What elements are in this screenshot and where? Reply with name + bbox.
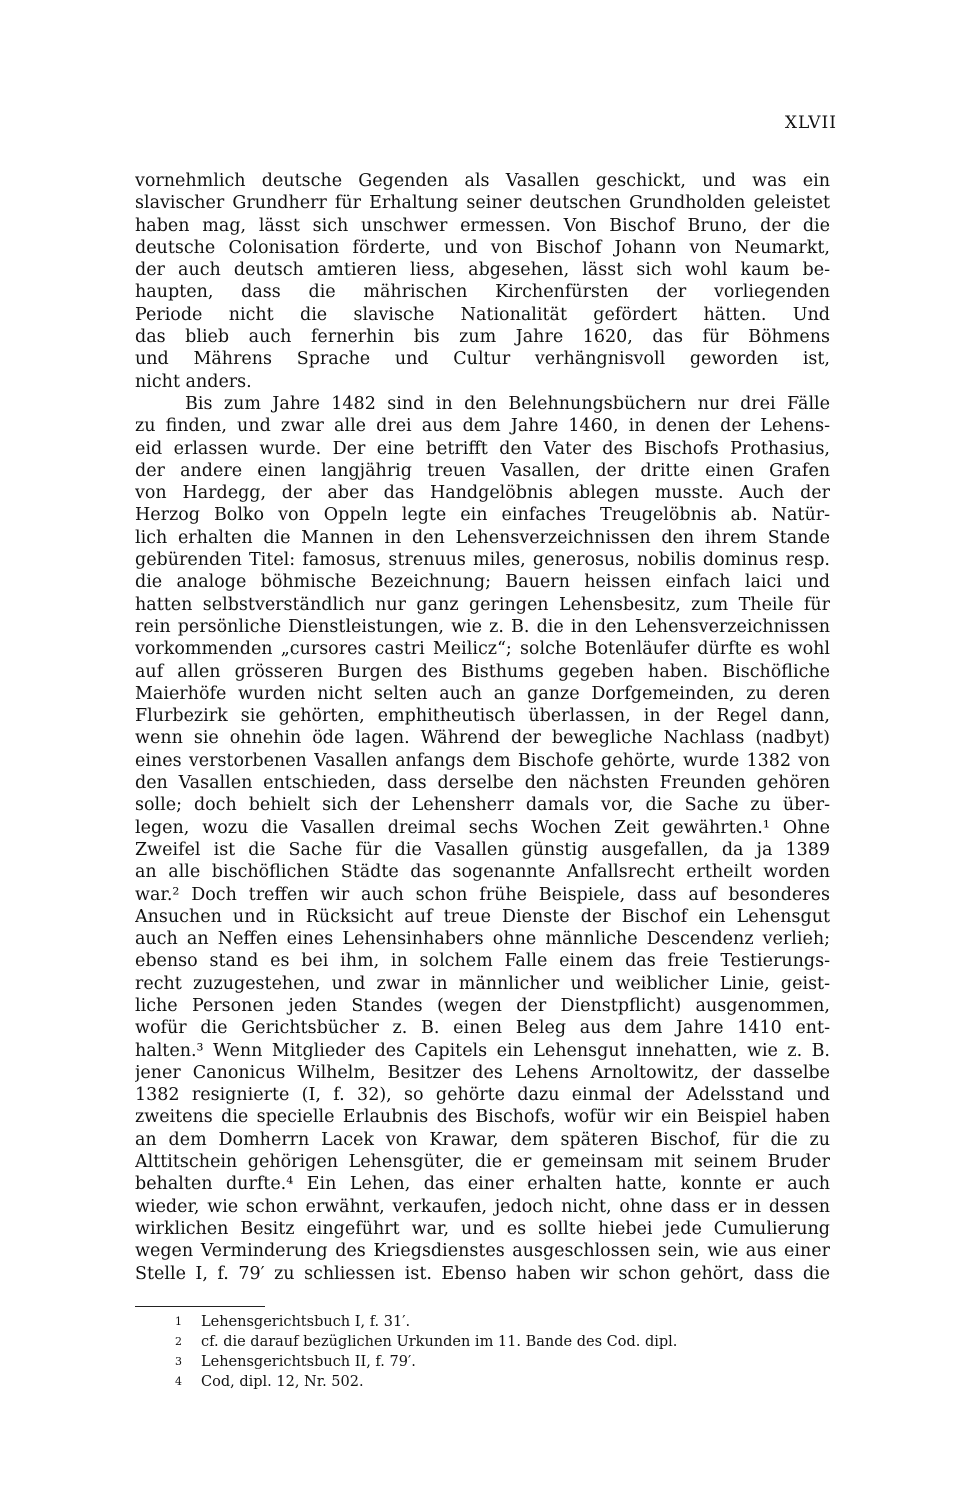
text-line: liche Personen jeden Standes (wegen der Dienstpflicht) ausgenommen, <box>135 995 830 1016</box>
text-line: vorkommenden „cursores castri Meilicz“; solche Botenläufer dürfte es wohl <box>135 639 830 660</box>
text-line: haupten, dass die mährischen Kirchenfürsten der vorliegenden <box>135 282 830 303</box>
footnote-mark: 1 <box>175 1315 182 1328</box>
text-line: wieder, wie schon erwähnt, verkaufen, jedoch nicht, ohne dass er in dessen <box>135 1196 830 1217</box>
body-text <box>135 170 830 1285</box>
text-line: 1382 resignierte (I, f. 32), so gehörte dazu einmal der Adelsstand und <box>135 1085 830 1106</box>
text-line: der andere einen langjährig treuen Vasallen, der dritte einen Grafen <box>135 460 830 481</box>
footnote <box>175 1312 815 1332</box>
footnote-text: Cod, dipl. 12, Nr. 502. <box>201 1374 364 1390</box>
text-line: Maierhöfe wurden nicht selten auch an ganze Dorfgemeinden, zu deren <box>135 683 830 704</box>
text-line: ebenso stand es bei ihm, in solchem Falle einem das freie Testierungs- <box>135 951 830 972</box>
text-line: slavischer Grundherr für Erhaltung seiner deutschen Grundholden geleistet <box>135 193 830 214</box>
text-line: nicht anders. <box>135 371 252 392</box>
text-line: an dem Domherrn Lacek von Krawar, dem späteren Bischof, für die zu <box>135 1129 830 1150</box>
text-line: wegen Verminderung des Kriegsdienstes ausgeschlossen sein, wie aus einer <box>135 1241 830 1262</box>
text-line: Bis zum Jahre 1482 sind in den Belehnungsbüchern nur drei Fälle <box>185 393 830 414</box>
footnote-mark: 3 <box>175 1355 182 1368</box>
text-line: das blieb auch fernerhin bis zum Jahre 1620, das für Böhmens <box>135 327 830 348</box>
text-line: recht zuzugestehen, und zwar in männlicher und weiblicher Linie, geist- <box>135 973 830 994</box>
text-line: zu finden, und zwar alle drei aus dem Jahre 1460, in denen der Lehens- <box>135 416 830 437</box>
text-line: die analoge böhmische Bezeichnung; Bauern heissen einfach laici und <box>135 572 830 593</box>
text-line: von Hardegg, der aber das Handgelöbnis ablegen musste. Auch der <box>135 483 830 504</box>
text-line: wirklichen Besitz eingeführt war, und es sollte hiebei jede Cumulierung <box>135 1218 830 1239</box>
footnote-divider <box>135 1306 265 1307</box>
text-line: lich erhalten die Mannen in den Lehensverzeichnissen den ihrem Stande <box>135 527 830 548</box>
text-line: und Mährens Sprache und Cultur verhängnisvoll geworden ist, <box>135 349 830 370</box>
text-line: den Vasallen entschieden, dass derselbe den nächsten Freunden gehören <box>135 773 830 794</box>
text-line: auch an Neffen eines Lehensinhabers ohne männliche Descendenz verlieh; <box>135 929 830 950</box>
text-line: Flurbezirk sie gehörten, emphitheutisch überlassen, in der Regel dann, <box>135 706 830 727</box>
text-line: wofür die Gerichtsbücher z. B. einen Beleg aus dem Jahre 1410 ent- <box>135 1018 830 1039</box>
page-number: XLVII <box>784 113 837 133</box>
text-line: deutsche Colonisation förderte, und von Bischof Johann von Neumarkt, <box>135 237 830 258</box>
text-line: halten.³ Wenn Mitglieder des Capitels ein Lehensgut innehatten, wie z. B. <box>135 1040 830 1061</box>
text-line: wenn sie ohnehin öde lagen. Während der bewegliche Nachlass (nadbyt) <box>135 728 830 749</box>
footnote-text: cf. die darauf bezüglichen Urkunden im 11. Bande des Cod. dipl. <box>201 1334 678 1350</box>
text-line: an alle bischöflichen Städte das sogenannte Anfallsrecht ertheilt worden <box>135 862 830 883</box>
footnote <box>175 1372 815 1392</box>
text-line: gebürenden Titel: famosus, strenuus miles, generosus, nobilis dominus resp. <box>135 550 830 571</box>
text-line: Zweifel ist die Sache für die Vasallen günstig ausgefallen, da ja 1389 <box>135 839 830 860</box>
text-line: vornehmlich deutsche Gegenden als Vasallen geschickt, und was ein <box>135 171 830 191</box>
text-line: solle; doch behielt sich der Lehensherr damals vor, die Sache zu über- <box>135 795 830 816</box>
text-line: haben mag, lässt sich unschwer ermessen. Von Bischof Bruno, der die <box>135 215 830 236</box>
text-line: zweitens die specielle Erlaubnis des Bischofs, wofür wir ein Beispiel haben <box>135 1107 830 1128</box>
text-line: der auch deutsch amtieren liess, abgesehen, lässt sich wohl kaum be- <box>135 260 830 281</box>
text-line: legen, wozu die Vasallen dreimal sechs Wochen Zeit gewährten.¹ Ohne <box>135 817 830 838</box>
text-line: eid erlassen wurde. Der eine betrifft den Vater des Bischofs Prothasius, <box>135 438 830 459</box>
text-line: eines verstorbenen Vasallen anfangs dem Bischofe gehörte, wurde 1382 von <box>135 750 830 771</box>
text-line: Alttitschein gehörigen Lehensgüter, die er gemeinsam mit seinem Bruder <box>135 1152 830 1173</box>
text-line: Periode nicht die slavische Nationalität gefördert hätten. Und <box>135 304 830 325</box>
text-line: behalten durfte.⁴ Ein Lehen, das einer erhalten hatte, konnte er auch <box>135 1174 830 1195</box>
footnote <box>175 1352 815 1372</box>
footnote-mark: 2 <box>175 1335 182 1348</box>
footnote-text: Lehensgerichtsbuch II, f. 79′. <box>201 1354 416 1370</box>
footnote-text: Lehensgerichtsbuch I, f. 31′. <box>201 1314 411 1330</box>
text-line: auf allen grösseren Burgen des Bisthums gegeben haben. Bischöfliche <box>135 661 830 682</box>
text-line: Herzog Bolko von Oppeln legte ein einfaches Treugelöbnis ab. Natür- <box>135 505 830 526</box>
text-line: Stelle I, f. 79′ zu schliessen ist. Ebenso haben wir schon gehört, dass die <box>135 1263 830 1284</box>
footnote <box>175 1332 815 1352</box>
footnotes <box>175 1312 815 1392</box>
footnote-mark: 4 <box>175 1375 182 1388</box>
text-line: Ansuchen und in Rücksicht auf treue Dienste der Bischof ein Lehensgut <box>135 906 830 927</box>
text-line: rein persönliche Dienstleistungen, wie z. B. die in den Lehensverzeichnissen <box>135 616 830 637</box>
text-line: jener Canonicus Wilhelm, Besitzer des Lehens Arnoltowitz, der dasselbe <box>135 1062 830 1083</box>
text-line: hatten selbstverständlich nur ganz geringen Lehensbesitz, zum Theile für <box>135 594 830 615</box>
text-line: war.² Doch treffen wir auch schon frühe Beispiele, dass auf besonderes <box>135 884 830 905</box>
